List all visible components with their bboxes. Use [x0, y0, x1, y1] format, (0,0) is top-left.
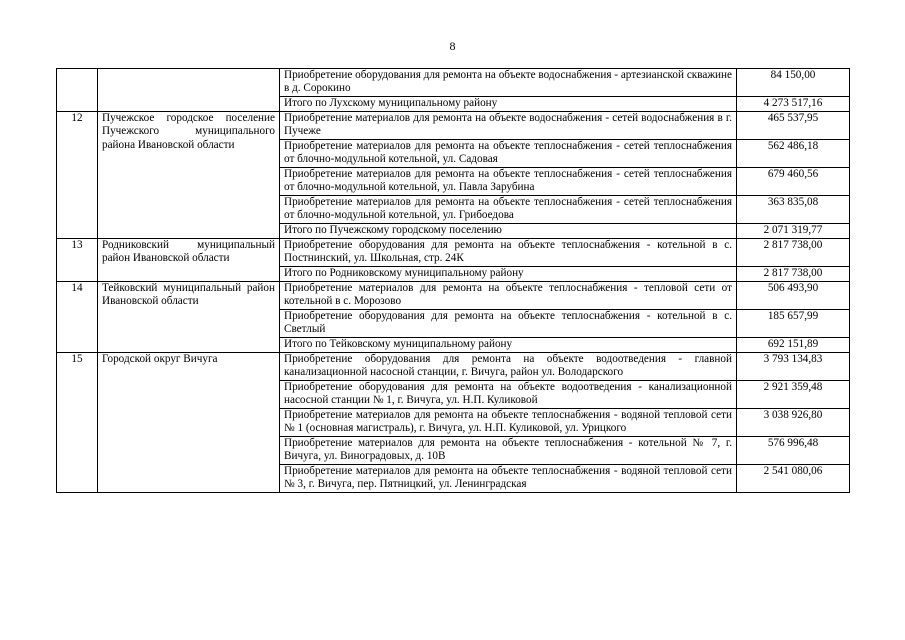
total-description: Итого по Лухскому муниципальному району	[280, 97, 737, 112]
row-number: 15	[57, 353, 98, 493]
item-description: Приобретение оборудования для ремонта на объекте теплоснабжения - котельной в с. Светлый	[280, 310, 737, 338]
item-amount: 185 657,99	[737, 310, 850, 338]
page-number: 8	[449, 39, 456, 53]
item-amount: 506 493,90	[737, 282, 850, 310]
table-row	[57, 353, 850, 381]
item-amount: 3 793 134,83	[737, 353, 850, 381]
municipality-name	[98, 69, 280, 112]
item-amount: 2 921 359,48	[737, 381, 850, 409]
total-description: Итого по Пучежскому городскому поселению	[280, 224, 737, 239]
item-description: Приобретение оборудования для ремонта на объекте водоотведения - канализационной насосной станции № 1, г. Вичуга, ул. Н.П. Куликовой	[280, 381, 737, 409]
item-description: Приобретение материалов для ремонта на объекте теплоснабжения - водяной тепловой сети № 3, г. Вичуга, пер. Пятницкий, ул. Ленинградская	[280, 465, 737, 493]
row-number: 12	[57, 112, 98, 239]
total-amount: 692 151,89	[737, 338, 850, 353]
item-description: Приобретение материалов для ремонта на объекте теплоснабжения - тепловой сети от котельной в с. Морозово	[280, 282, 737, 310]
total-amount: 4 273 517,16	[737, 97, 850, 112]
item-description: Приобретение оборудования для ремонта на объекте водоснабжения - артезианской скважине в д. Сорокино	[280, 69, 737, 97]
item-amount: 3 038 926,80	[737, 409, 850, 437]
item-description: Приобретение материалов для ремонта на объекте теплоснабжения - котельной № 7, г. Вичуга, ул. Виноградовых, д. 10В	[280, 437, 737, 465]
row-number	[57, 69, 98, 112]
municipality-name: Пучежское городское поселение Пучежского муниципального района Ивановской области	[98, 112, 280, 239]
item-description: Приобретение оборудования для ремонта на объекте водоотведения - главной канализационной насосной станции, г. Вичуга, район ул. Володарского	[280, 353, 737, 381]
item-amount: 465 537,95	[737, 112, 850, 140]
item-description: Приобретение материалов для ремонта на объекте теплоснабжения - сетей теплоснабжения от блочно-модульной котельной, ул. Грибоедова	[280, 196, 737, 224]
municipality-name: Тейковский муниципальный район Ивановской области	[98, 282, 280, 353]
row-number: 14	[57, 282, 98, 353]
total-description: Итого по Тейковскому муниципальному району	[280, 338, 737, 353]
table-body	[57, 69, 850, 493]
total-amount: 2 071 319,77	[737, 224, 850, 239]
item-amount: 562 486,18	[737, 140, 850, 168]
total-description: Итого по Родниковскому муниципальному району	[280, 267, 737, 282]
item-description: Приобретение материалов для ремонта на объекте теплоснабжения - водяной тепловой сети № 1 (основная магистраль), г. Вичуга, ул. Н.П. Куликовой, ул. Урицкого	[280, 409, 737, 437]
item-description: Приобретение материалов для ремонта на объекте водоснабжения - сетей водоснабжения в г. Пучеже	[280, 112, 737, 140]
total-amount: 2 817 738,00	[737, 267, 850, 282]
table-row	[57, 69, 850, 97]
item-description: Приобретение оборудования для ремонта на объекте теплоснабжения - котельной в с. Постнинский, ул. Школьная, стр. 24К	[280, 239, 737, 267]
item-amount: 2 817 738,00	[737, 239, 850, 267]
table-row	[57, 239, 850, 267]
item-description: Приобретение материалов для ремонта на объекте теплоснабжения - сетей теплоснабжения от блочно-модульной котельной, ул. Павла Зарубина	[280, 168, 737, 196]
row-number: 13	[57, 239, 98, 282]
item-amount: 679 460,56	[737, 168, 850, 196]
item-amount: 363 835,08	[737, 196, 850, 224]
item-amount: 84 150,00	[737, 69, 850, 97]
table-row	[57, 282, 850, 310]
table-row	[57, 112, 850, 140]
municipality-name: Городской округ Вичуга	[98, 353, 280, 493]
funding-table	[56, 68, 850, 493]
item-amount: 2 541 080,06	[737, 465, 850, 493]
item-description: Приобретение материалов для ремонта на объекте теплоснабжения - сетей теплоснабжения от блочно-модульной котельной, ул. Садовая	[280, 140, 737, 168]
municipality-name: Родниковский муниципальный район Ивановской области	[98, 239, 280, 282]
item-amount: 576 996,48	[737, 437, 850, 465]
